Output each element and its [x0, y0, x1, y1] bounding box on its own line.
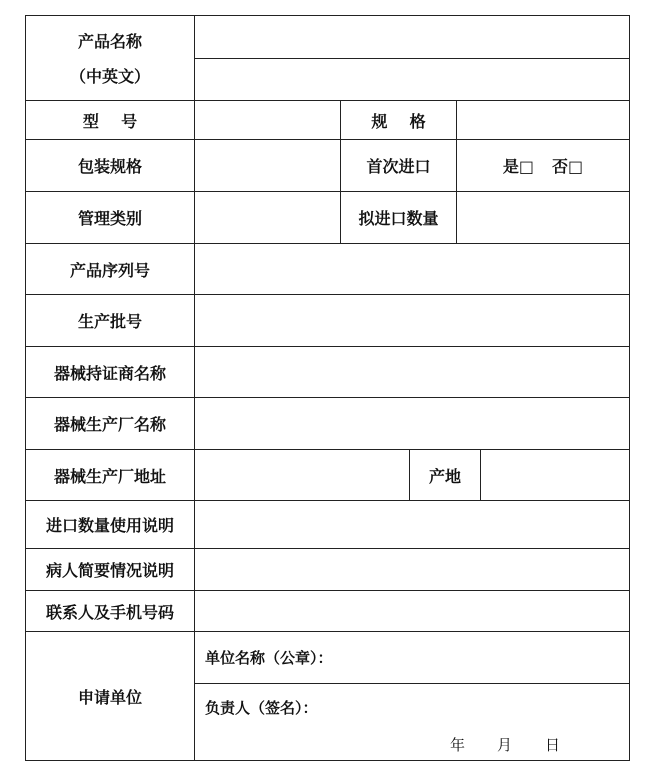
applicant-label-cell	[25, 631, 195, 761]
contact-label-cell	[25, 590, 195, 632]
manufacturer-address-field[interactable]	[194, 449, 410, 501]
quantity-usage-label: 进口数量使用说明	[45, 516, 174, 535]
date-year-label: 年	[450, 736, 466, 754]
first-import-label-cell	[340, 139, 457, 192]
manufacturer-label: 器械生产厂名称	[53, 415, 166, 434]
first-import-options-cell	[456, 139, 630, 192]
batch-number-field[interactable]	[194, 294, 630, 347]
packaging-field[interactable]	[194, 139, 341, 192]
management-class-label-cell	[25, 191, 195, 244]
date-day-label: 日	[545, 736, 561, 754]
model-label: 型 号	[82, 111, 138, 131]
first-import-yes-checkbox[interactable]: 是□	[502, 157, 534, 176]
planned-quantity-label: 拟进口数量	[358, 209, 439, 228]
manufacturer-field[interactable]	[194, 397, 630, 450]
batch-number-label-cell	[25, 294, 195, 347]
manufacturer-address-label: 器械生产厂地址	[53, 466, 166, 486]
packaging-label: 包装规格	[77, 157, 142, 176]
quantity-usage-label-cell	[25, 500, 195, 549]
model-field[interactable]	[194, 100, 341, 140]
product-name-field-1[interactable]	[194, 15, 630, 59]
contact-field[interactable]	[194, 590, 630, 632]
responsible-label: 负责人（签名）：	[205, 699, 318, 717]
serial-number-field[interactable]	[194, 243, 630, 295]
first-import-no-checkbox[interactable]: 否□	[552, 157, 584, 176]
management-class-label: 管理类别	[77, 209, 142, 228]
manufacturer-address-label-cell	[25, 449, 195, 501]
unit-name-label: 单位名称（公章）：	[205, 649, 333, 667]
spec-field[interactable]	[456, 100, 630, 140]
first-import-label: 首次进口	[366, 157, 431, 176]
serial-number-label-cell	[25, 243, 195, 295]
manufacturer-label-cell	[25, 397, 195, 450]
applicant-label: 申请单位	[77, 687, 142, 707]
patient-summary-field[interactable]	[194, 548, 630, 591]
license-holder-label-cell	[25, 346, 195, 398]
model-label-cell	[25, 100, 195, 140]
planned-quantity-field[interactable]	[456, 191, 630, 244]
contact-label: 联系人及手机号码	[45, 602, 174, 622]
responsible-signature-field[interactable]	[194, 683, 630, 761]
date-month-label: 月	[497, 736, 513, 754]
patient-summary-label-cell	[25, 548, 195, 591]
spec-label-cell	[340, 100, 457, 140]
license-holder-field[interactable]	[194, 346, 630, 398]
license-holder-label: 器械持证商名称	[53, 363, 166, 383]
patient-summary-label: 病人简要情况说明	[45, 561, 174, 580]
unit-name-field[interactable]	[194, 631, 630, 684]
management-class-field[interactable]	[194, 191, 341, 244]
batch-number-label: 生产批号	[77, 312, 142, 331]
spec-label: 规 格	[371, 111, 426, 131]
product-name-label: 产品名称	[77, 32, 142, 51]
product-name-field-2[interactable]	[194, 58, 630, 101]
origin-label-cell	[409, 449, 481, 501]
quantity-usage-field[interactable]	[194, 500, 630, 549]
origin-label: 产地	[428, 466, 461, 486]
planned-quantity-label-cell	[340, 191, 457, 244]
packaging-label-cell	[25, 139, 195, 192]
origin-field[interactable]	[480, 449, 630, 501]
serial-number-label: 产品序列号	[69, 260, 150, 280]
product-name-label-cell	[25, 15, 195, 101]
product-name-sublabel: （中英文）	[69, 67, 150, 86]
